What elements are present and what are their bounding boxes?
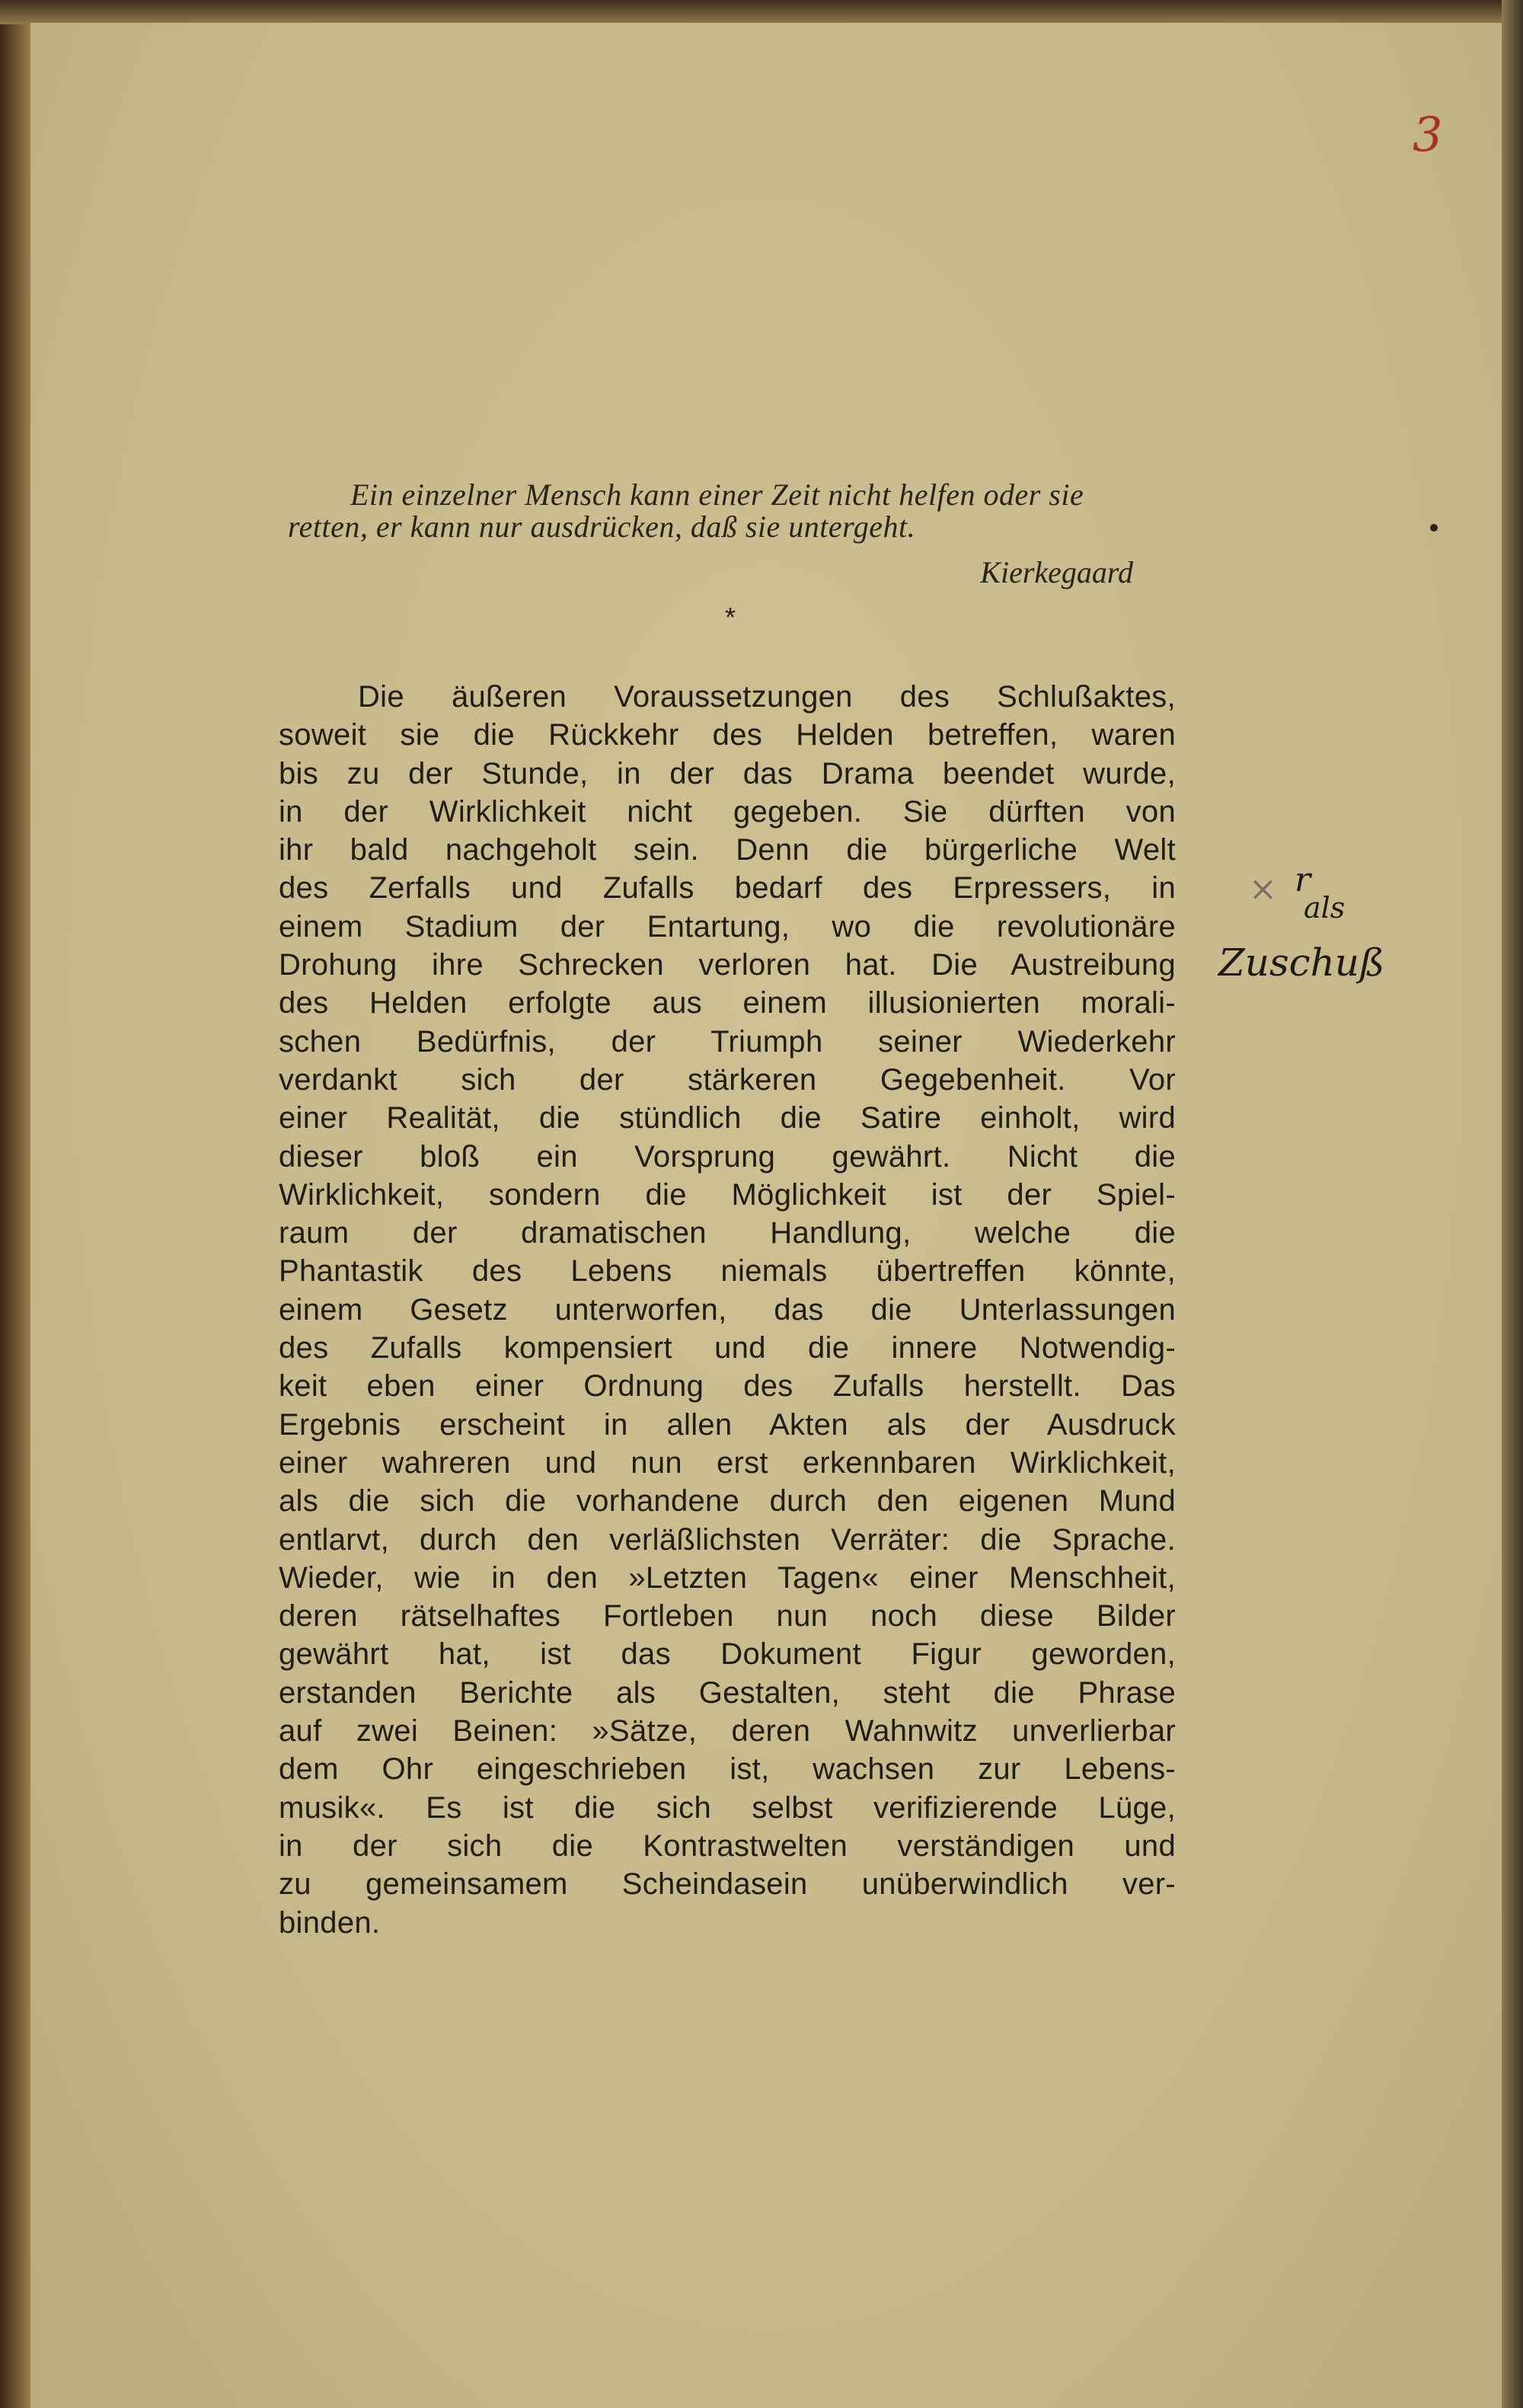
body-line: dieser bloß ein Vorsprung gewährt. Nicht die bbox=[279, 1139, 1176, 1174]
body-line: dem Ohr eingeschrieben ist, wachsen zur Lebens- bbox=[279, 1752, 1176, 1787]
body-line: einem Gesetz unterworfen, das die Unterlassungen bbox=[279, 1292, 1176, 1327]
body-line: deren rätselhaftes Fortleben nun noch diese Bilder bbox=[279, 1599, 1176, 1634]
body-line: Die äußeren Voraussetzungen des Schlußaktes, bbox=[358, 680, 1176, 714]
body-line: zu gemeinsamem Scheindasein unüberwindlich ver- bbox=[279, 1867, 1176, 1902]
body-line: Wieder, wie in den »Letzten Tagen« einer Menschheit, bbox=[279, 1560, 1176, 1595]
book-spine bbox=[0, 0, 34, 2408]
body-line: Wirklichkeit, sondern die Möglichkeit ist der Spiel- bbox=[279, 1177, 1176, 1212]
body-line: in der sich die Kontrastwelten verständigen und bbox=[279, 1828, 1176, 1863]
margin-note-line: als bbox=[1304, 891, 1346, 925]
body-line: auf zwei Beinen: »Sätze, deren Wahnwitz unverlierbar bbox=[279, 1714, 1176, 1749]
body-line: schen Bedürfnis, der Triumph seiner Wiederkehr bbox=[279, 1024, 1176, 1059]
margin-note-caret: r bbox=[1295, 861, 1311, 899]
body-line: binden. bbox=[279, 1905, 381, 1940]
body-line: bis zu der Stunde, in der das Drama beendet wurde, bbox=[279, 756, 1176, 790]
body-line: gewährt hat, ist das Dokument Figur geworden, bbox=[279, 1637, 1176, 1672]
page-right-edge bbox=[1502, 0, 1523, 2408]
body-line: musik«. Es ist die sich selbst verifizierende Lüge, bbox=[279, 1790, 1176, 1825]
body-line: als die sich die vorhandene durch den eigenen Mund bbox=[279, 1484, 1176, 1519]
body-line: einer Realität, die stündlich die Satire einholt, wird bbox=[279, 1101, 1176, 1135]
epigraph-line: Ein einzelner Mensch kann einer Zeit nicht helfen oder sie bbox=[350, 477, 1084, 512]
body-line: entlarvt, durch den verläßlichsten Verräter: die Sprache. bbox=[279, 1522, 1176, 1557]
body-line: keit eben einer Ordnung des Zufalls herstellt. Das bbox=[279, 1369, 1176, 1404]
margin-dot bbox=[1430, 524, 1438, 532]
body-line: Ergebnis erscheint in allen Akten als der Ausdruck bbox=[279, 1407, 1176, 1442]
body-line: verdankt sich der stärkeren Gegebenheit. Vor bbox=[279, 1062, 1176, 1097]
page-number: 3 bbox=[1413, 107, 1443, 162]
body-line: Drohung ihre Schrecken verloren hat. Die Austreibung bbox=[279, 948, 1176, 982]
body-line: raum der dramatischen Handlung, welche die bbox=[279, 1216, 1176, 1250]
body-line: einem Stadium der Entartung, wo die revolutionäre bbox=[279, 909, 1176, 944]
body-line: des Zufalls kompensiert und die innere Notwendig- bbox=[279, 1331, 1176, 1365]
body-text bbox=[279, 678, 1176, 1942]
body-line: ihr bald nachgeholt sein. Denn die bürgerliche Welt bbox=[279, 833, 1176, 867]
body-line: einer wahreren und nun erst erkennbaren Wirklichkeit, bbox=[279, 1445, 1176, 1480]
body-line: des Zerfalls und Zufalls bedarf des Erpressers, in bbox=[279, 871, 1176, 905]
epigraph-author: Kierkegaard bbox=[980, 555, 1133, 589]
page-top-edge bbox=[0, 0, 1523, 24]
body-line: erstanden Berichte als Gestalten, steht die Phrase bbox=[279, 1675, 1176, 1710]
body-line: Phantastik des Lebens niemals übertreffen könnte, bbox=[279, 1254, 1176, 1289]
margin-note-line: Zuschuß bbox=[1218, 941, 1385, 985]
body-line: soweit sie die Rückkehr des Helden betreffen, waren bbox=[279, 718, 1176, 752]
section-separator: * bbox=[725, 602, 736, 633]
margin-note-mark: × bbox=[1249, 870, 1277, 909]
epigraph-line: retten, er kann nur ausdrücken, daß sie untergeht. bbox=[288, 509, 916, 544]
body-line: des Helden erfolgte aus einem illusionierten morali- bbox=[279, 986, 1176, 1020]
body-line: in der Wirklichkeit nicht gegeben. Sie dürften von bbox=[279, 794, 1176, 829]
